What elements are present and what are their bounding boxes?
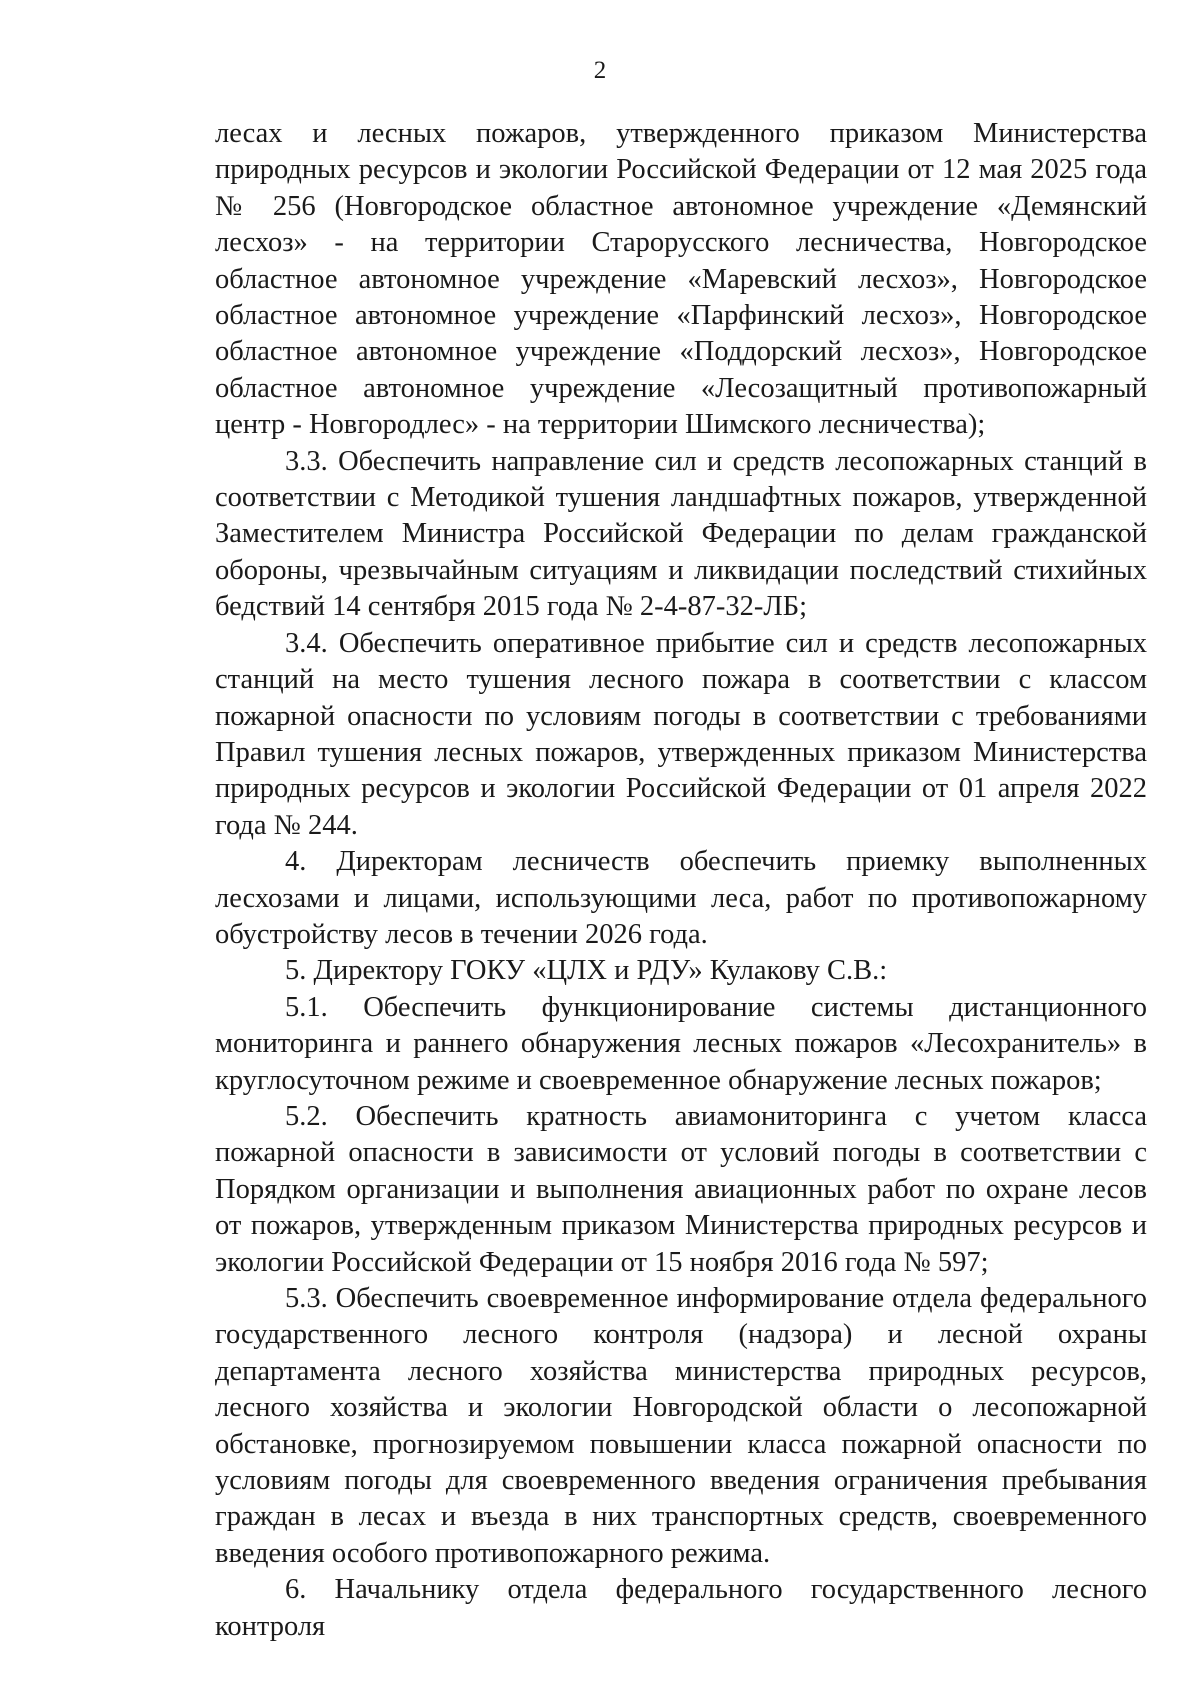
body-text bbox=[215, 116, 1147, 1645]
paragraph-3-4: 3.4. Обеспечить оперативное прибытие сил и средств лесопожарных станций на место тушения лесного пожара в соответствии с классом пожарной опасности по условиям погоды в соответствии с требованиями Правил тушения лесных пожаров, утвержденных приказом Министерства природных ресурсов и экологии Российской Федерации от 01 апреля 2022 года № 244. bbox=[215, 627, 1147, 841]
page-number: 2 bbox=[593, 57, 607, 84]
paragraph-5: 5. Директору ГОКУ «ЦЛХ и РДУ» Кулакову С.В.: bbox=[285, 955, 888, 987]
paragraph-5-2: 5.2. Обеспечить кратность авиамониторинга с учетом класса пожарной опасности в зависимости от условий погоды в соответствии с Порядком организации и выполнения авиационных работ по охране лесов от пожаров, утвержденным приказом Министерства природных ресурсов и экологии Российской Федерации от 15 ноября 2016 года № 597; bbox=[215, 1100, 1147, 1278]
paragraph-4: 4. Директорам лесничеств обеспечить приемку выполненных лесхозами и лицами, использующими леса, работ по противопожарному обустройству лесов в течении 2026 года. bbox=[215, 846, 1147, 950]
paragraph-3-3: 3.3. Обеспечить направление сил и средств лесопожарных станций в соответствии с Методикой тушения ландшафтных пожаров, утвержденной Заместителем Министра Российской Федерации по делам гражданской обороны, чрезвычайным ситуациям и ликвидации последствий стихийных бедствий 14 сентября 2015 года № 2-4-87-32-ЛБ; bbox=[215, 445, 1147, 623]
paragraph-6: 6. Начальнику отдела федерального государственного лесного контроля bbox=[215, 1574, 1147, 1642]
paragraph-continuation: лесах и лесных пожаров, утвержденного приказом Министерства природных ресурсов и экологии Российской Федерации от 12 мая 2025 года № 256 (Новгородское областное автономное учреждение «Демянский лесхоз» - на территории Старорусского лесничества, Новгородское областное автономное учреждение «Маревский лесхоз», Новгородское областное автономное учреждение «Парфинский лесхоз», Новгородское областное автономное учреждение «Поддорский лесхоз», Новгородское областное автономное учреждение «Лесозащитный противопожарный центр - Новгородлес» - на территории Шимского лесничества); bbox=[215, 118, 1147, 441]
paragraph-5-1: 5.1. Обеспечить функционирование системы дистанционного мониторинга и раннего обнаружения лесных пожаров «Лесохранитель» в круглосуточном режиме и своевременное обнаружение лесных пожаров; bbox=[215, 991, 1147, 1096]
paragraph-5-3: 5.3. Обеспечить своевременное информирование отдела федерального государственного лесного контроля (надзора) и лесной охраны департамента лесного хозяйства министерства природных ресурсов, лесного хозяйства и экологии Новгородской области о лесопожарной обстановке, прогнозируемом повышении класса пожарной опасности по условиям погоды для своевременного введения ограничения пребывания граждан в лесах и въезда в них транспортных средств, своевременного введения особого противопожарного режима. bbox=[215, 1283, 1147, 1569]
